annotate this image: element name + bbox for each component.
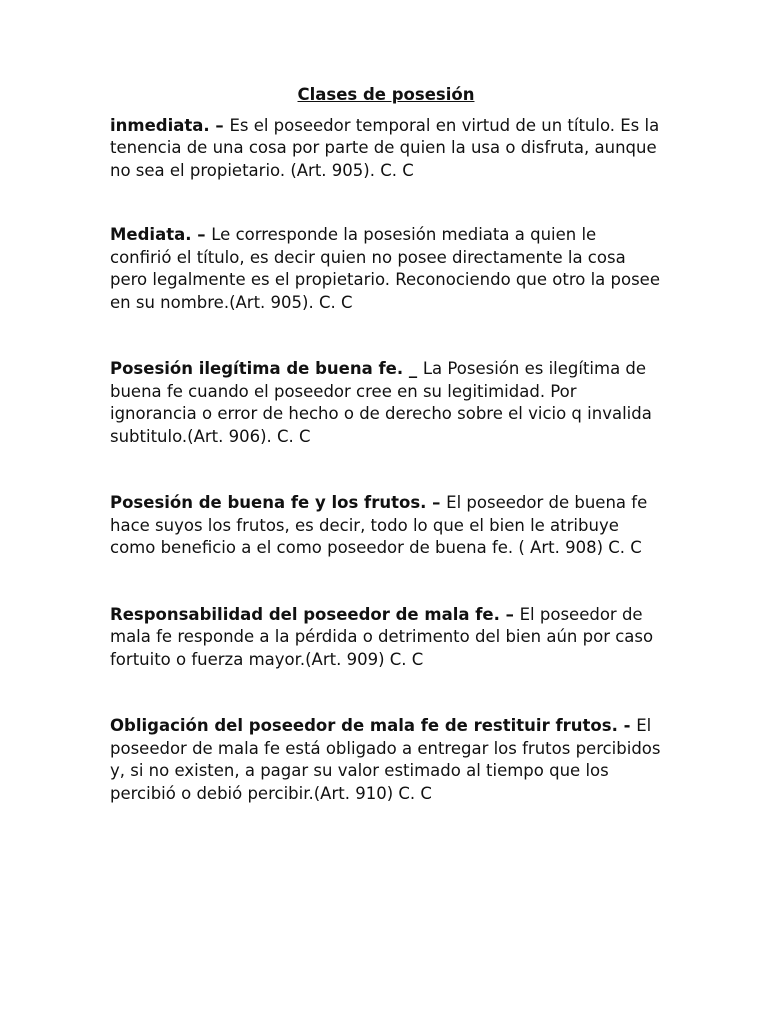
entry-term: inmediata. <box>110 115 210 135</box>
entry-separator: - <box>617 716 637 735</box>
entry-inmediata <box>110 115 662 183</box>
entry-posesion-ilegitima <box>110 358 662 448</box>
entry-mediata <box>110 224 662 314</box>
entry-obligacion-restituir <box>110 715 662 805</box>
spacer <box>110 671 662 715</box>
entry-body: El poseedor de mala fe está obligado a entregar los frutos percibidos y, si no existen, a pagar su valor estimado al tiempo que los percibió o debió percibir.(Art. 910) C. C <box>110 716 661 803</box>
entry-body: Es el poseedor temporal en virtud de un título. Es la tenencia de una cosa por parte de quien la usa o disfruta, aunque no sea el propietario. (Art. 905). C. C <box>110 115 660 180</box>
entry-body: El poseedor de mala fe responde a la pérdida o detrimento del bien aún por caso fortuito o fuerza mayor.(Art. 909) C. C <box>110 604 654 669</box>
entry-buena-fe-frutos <box>110 492 662 560</box>
entry-separator: _ <box>403 359 423 378</box>
entry-body: Le corresponde la posesión mediata a quien le confirió el título, es decir quien no posee directamente la cosa pero legalmente es el propietario. Reconociendo que otro la posee en su nombre.(Art. 905). C. C <box>110 225 660 312</box>
entry-body: La Posesión es ilegítima de buena fe cuando el poseedor cree en su legitimidad. Por ignorancia o error de hecho o de derecho sobre el vicio q invalida subtitulo.(Art. 906). C. C <box>110 359 652 446</box>
spacer <box>110 560 662 604</box>
page-title: Clases de posesión <box>297 85 475 104</box>
entry-separator: – <box>209 115 230 135</box>
entry-body: El poseedor de buena fe hace suyos los frutos, es decir, todo lo que el bien le atribuye como beneficio a el como poseedor de buena fe. ( Art. 908) C. C <box>110 493 648 557</box>
entry-term: Mediata. <box>110 225 192 244</box>
entry-separator: – <box>191 225 212 244</box>
document-page <box>110 84 662 805</box>
entry-term: Responsabilidad del poseedor de mala fe. <box>110 604 500 624</box>
entry-separator: – <box>499 604 520 624</box>
spacer <box>110 314 662 358</box>
entry-responsabilidad-mala-fe <box>110 604 662 672</box>
entry-term: Posesión ilegítima de buena fe. <box>110 359 404 378</box>
spacer <box>110 448 662 492</box>
entry-term: Obligación del poseedor de mala fe de restituir frutos. <box>110 716 618 735</box>
spacer <box>110 182 662 224</box>
entry-term: Posesión de buena fe y los frutos. <box>110 493 427 512</box>
entry-separator: – <box>426 493 447 512</box>
